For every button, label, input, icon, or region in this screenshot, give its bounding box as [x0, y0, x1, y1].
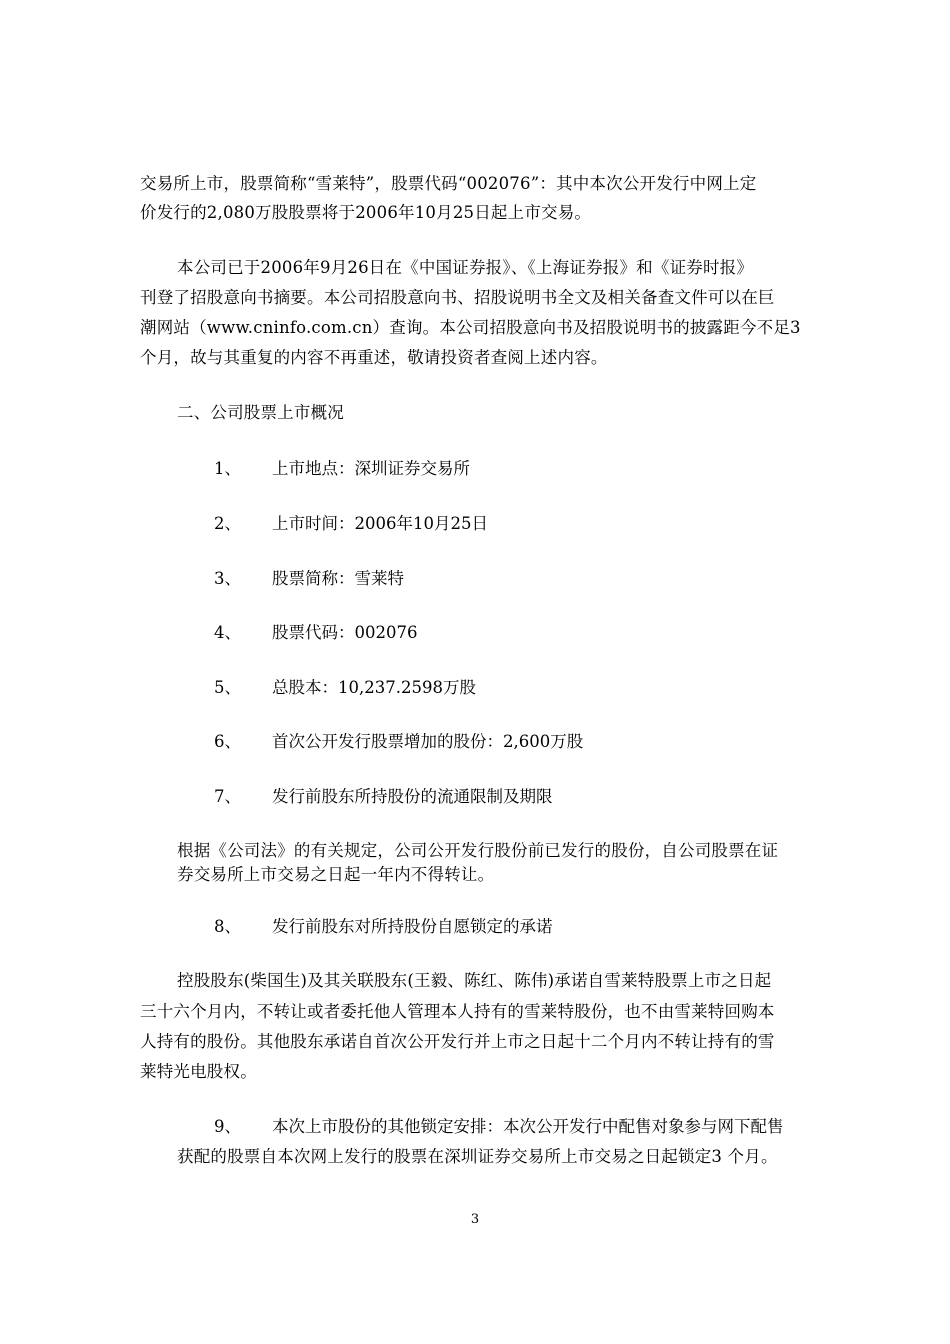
list-item-text: 股票代码：002076	[272, 623, 418, 642]
paragraph1-line1: 交易所上市，股票简称“雪莱特”，股票代码“002076”：其中本次公开发行中网上定	[140, 174, 757, 193]
paragraph1-line2: 价发行的2,080万股股票将于2006年10月25日起上市交易。	[140, 203, 592, 222]
list-item-number: 9、	[214, 1117, 241, 1136]
paragraph2-line1: 本公司已于2006年9月26日在《中国证券报》、《上海证券报》和《证券时报》	[177, 258, 754, 277]
paragraph3-line1: 根据《公司法》的有关规定，公司公开发行股份前已发行的股份，自公司股票在证	[177, 841, 779, 860]
list-item-text: 上市地点：深圳证券交易所	[272, 459, 470, 478]
section-heading: 二、公司股票上市概况	[177, 403, 344, 422]
page-number: 3	[470, 1212, 480, 1227]
paragraph2-line2: 刊登了招股意向书摘要。本公司招股意向书、招股说明书全文及相关备查文件可以在巨	[140, 288, 775, 307]
list-item-number: 1、	[214, 459, 241, 478]
list-item-text: 本次上市股份的其他锁定安排：本次公开发行中配售对象参与网下配售	[272, 1117, 784, 1136]
paragraph2-line3: 潮网站（www.cninfo.com.cn）查询。本公司招股意向书及招股说明书的披露距今不足3	[140, 318, 801, 337]
paragraph3-line2: 券交易所上市交易之日起一年内不得转让。	[177, 865, 495, 884]
list-item-number: 2、	[214, 514, 241, 533]
paragraph4-line3: 人持有的股份。其他股东承诺自首次公开发行并上市之日起十二个月内不转让持有的雪	[140, 1032, 775, 1051]
list-item-text: 股票简称：雪莱特	[272, 569, 404, 588]
item9-continuation: 获配的股票自本次网上发行的股票在深圳证券交易所上市交易之日起锁定3 个月。	[177, 1147, 778, 1166]
paragraph4-line2: 三十六个月内，不转让或者委托他人管理本人持有的雪莱特股份，也不由雪莱特回购本	[140, 1002, 775, 1021]
list-item-number: 7、	[214, 787, 241, 806]
list-item-number: 4、	[214, 623, 241, 642]
list-item-text: 上市时间：2006年10月25日	[272, 514, 488, 533]
list-item-number: 3、	[214, 569, 241, 588]
paragraph2-line4: 个月，故与其重复的内容不再重述，敬请投资者查阅上述内容。	[140, 348, 608, 367]
list-item-number: 8、	[214, 917, 241, 936]
list-item-number: 5、	[214, 678, 241, 697]
paragraph4-line4: 莱特光电股权。	[140, 1062, 257, 1081]
list-item-text: 发行前股东对所持股份自愿锁定的承诺	[272, 917, 553, 936]
list-item-text: 总股本：10,237.2598万股	[272, 678, 476, 697]
list-item-text: 首次公开发行股票增加的股份：2,600万股	[272, 732, 584, 751]
list-item-number: 6、	[214, 732, 241, 751]
list-item-text: 发行前股东所持股份的流通限制及期限	[272, 787, 553, 806]
paragraph4-line1: 控股股东(柴国生)及其关联股东(王毅、陈红、陈伟)承诺自雪莱特股票上市之日起	[177, 971, 772, 990]
